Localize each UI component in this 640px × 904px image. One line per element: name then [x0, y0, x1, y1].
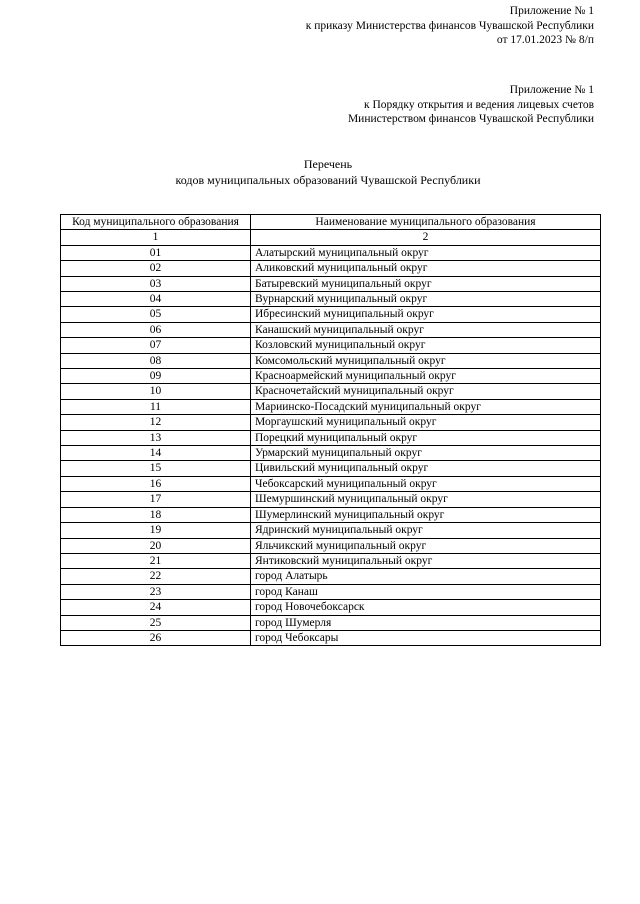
municipality-code: 05 [61, 307, 251, 322]
municipality-name: Вурнарский муниципальный округ [251, 292, 601, 307]
municipality-code: 01 [61, 245, 251, 260]
table-row [61, 507, 601, 522]
municipality-code: 25 [61, 615, 251, 630]
municipality-name: город Новочебоксарск [251, 600, 601, 615]
table-row [61, 307, 601, 322]
appendix-reference: Министерством финансов Чувашской Республики [347, 113, 594, 125]
municipality-code: 17 [61, 492, 251, 507]
municipality-name: Урмарский муниципальный округ [251, 446, 601, 461]
municipality-name: Канашский муниципальный округ [251, 322, 601, 337]
municipality-code: 21 [61, 553, 251, 568]
municipality-name: Яльчикский муниципальный округ [251, 538, 601, 553]
municipality-code: 09 [61, 369, 251, 384]
municipality-name: Моргаушский муниципальный округ [251, 415, 601, 430]
table-row [61, 584, 601, 599]
table-row [61, 399, 601, 414]
municipality-code: 08 [61, 353, 251, 368]
table-row [61, 492, 601, 507]
municipality-name: Шемуршинский муниципальный округ [251, 492, 601, 507]
municipality-name: город Шумерля [251, 615, 601, 630]
table-row [61, 369, 601, 384]
municipality-code: 06 [61, 322, 251, 337]
column-header-code: Код муниципального образования [61, 215, 251, 230]
municipality-name: Красночетайский муниципальный округ [251, 384, 601, 399]
table-row [61, 615, 601, 630]
column-number: 2 [251, 230, 601, 245]
table-row [61, 292, 601, 307]
municipality-name: Чебоксарский муниципальный округ [251, 476, 601, 491]
municipality-code: 15 [61, 461, 251, 476]
municipality-code: 11 [61, 399, 251, 414]
appendix-number: Приложение № 1 [509, 5, 594, 17]
municipality-name: Мариинско-Посадский муниципальный округ [251, 399, 601, 414]
document-title [0, 156, 640, 188]
municipality-name: Шумерлинский муниципальный округ [251, 507, 601, 522]
municipality-code: 04 [61, 292, 251, 307]
municipality-code: 26 [61, 630, 251, 645]
table-row [61, 630, 601, 645]
table-header-row [61, 215, 601, 230]
municipality-code: 23 [61, 584, 251, 599]
municipality-name: Цивильский муниципальный округ [251, 461, 601, 476]
municipality-name: Порецкий муниципальный округ [251, 430, 601, 445]
table-row [61, 569, 601, 584]
municipality-code: 20 [61, 538, 251, 553]
municipality-code: 24 [61, 600, 251, 615]
municipal-codes-table [60, 214, 601, 646]
table-row [61, 553, 601, 568]
appendix-reference: к приказу Министерства финансов Чувашской Республики [305, 19, 594, 32]
appendix-date-number: от 17.01.2023 № 8/п [496, 34, 594, 46]
municipality-code: 18 [61, 507, 251, 522]
table-row [61, 430, 601, 445]
municipality-name: Аликовский муниципальный округ [251, 261, 601, 276]
municipality-code: 12 [61, 415, 251, 430]
municipality-code: 22 [61, 569, 251, 584]
table-row [61, 415, 601, 430]
table-row [61, 245, 601, 260]
table-row [61, 261, 601, 276]
municipality-code: 03 [61, 276, 251, 291]
municipality-code: 02 [61, 261, 251, 276]
municipality-name: Янтиковский муниципальный округ [251, 553, 601, 568]
municipality-name: Красноармейский муниципальный округ [251, 369, 601, 384]
title-line: Перечень [303, 157, 353, 171]
municipality-name: Ядринский муниципальный округ [251, 523, 601, 538]
column-number: 1 [61, 230, 251, 245]
table-row [61, 446, 601, 461]
municipality-code: 07 [61, 338, 251, 353]
municipality-name: город Канаш [251, 584, 601, 599]
table-row [61, 476, 601, 491]
appendix-header-order [306, 4, 594, 48]
municipality-name: Комсомольский муниципальный округ [251, 353, 601, 368]
table-row [61, 338, 601, 353]
title-line: кодов муниципальных образований Чувашской Республики [175, 173, 481, 187]
municipality-code: 14 [61, 446, 251, 461]
municipality-name: город Алатырь [251, 569, 601, 584]
appendix-reference: к Порядку открытия и ведения лицевых счетов [363, 98, 594, 111]
municipality-name: Алатырский муниципальный округ [251, 245, 601, 260]
municipality-name: Батыревский муниципальный округ [251, 276, 601, 291]
table-row [61, 523, 601, 538]
table-row [61, 538, 601, 553]
column-header-name: Наименование муниципального образования [251, 215, 601, 230]
table-row [61, 600, 601, 615]
table-row [61, 384, 601, 399]
table-row [61, 322, 601, 337]
municipality-code: 19 [61, 523, 251, 538]
table-row [61, 353, 601, 368]
column-number-row [61, 230, 601, 245]
municipality-name: Козловский муниципальный округ [251, 338, 601, 353]
appendix-number: Приложение № 1 [509, 84, 594, 96]
table-row [61, 276, 601, 291]
municipality-code: 13 [61, 430, 251, 445]
appendix-header-procedure [348, 83, 594, 127]
municipality-code: 16 [61, 476, 251, 491]
municipality-name: Ибресинский муниципальный округ [251, 307, 601, 322]
municipality-code: 10 [61, 384, 251, 399]
municipality-name: город Чебоксары [251, 630, 601, 645]
table-row [61, 461, 601, 476]
